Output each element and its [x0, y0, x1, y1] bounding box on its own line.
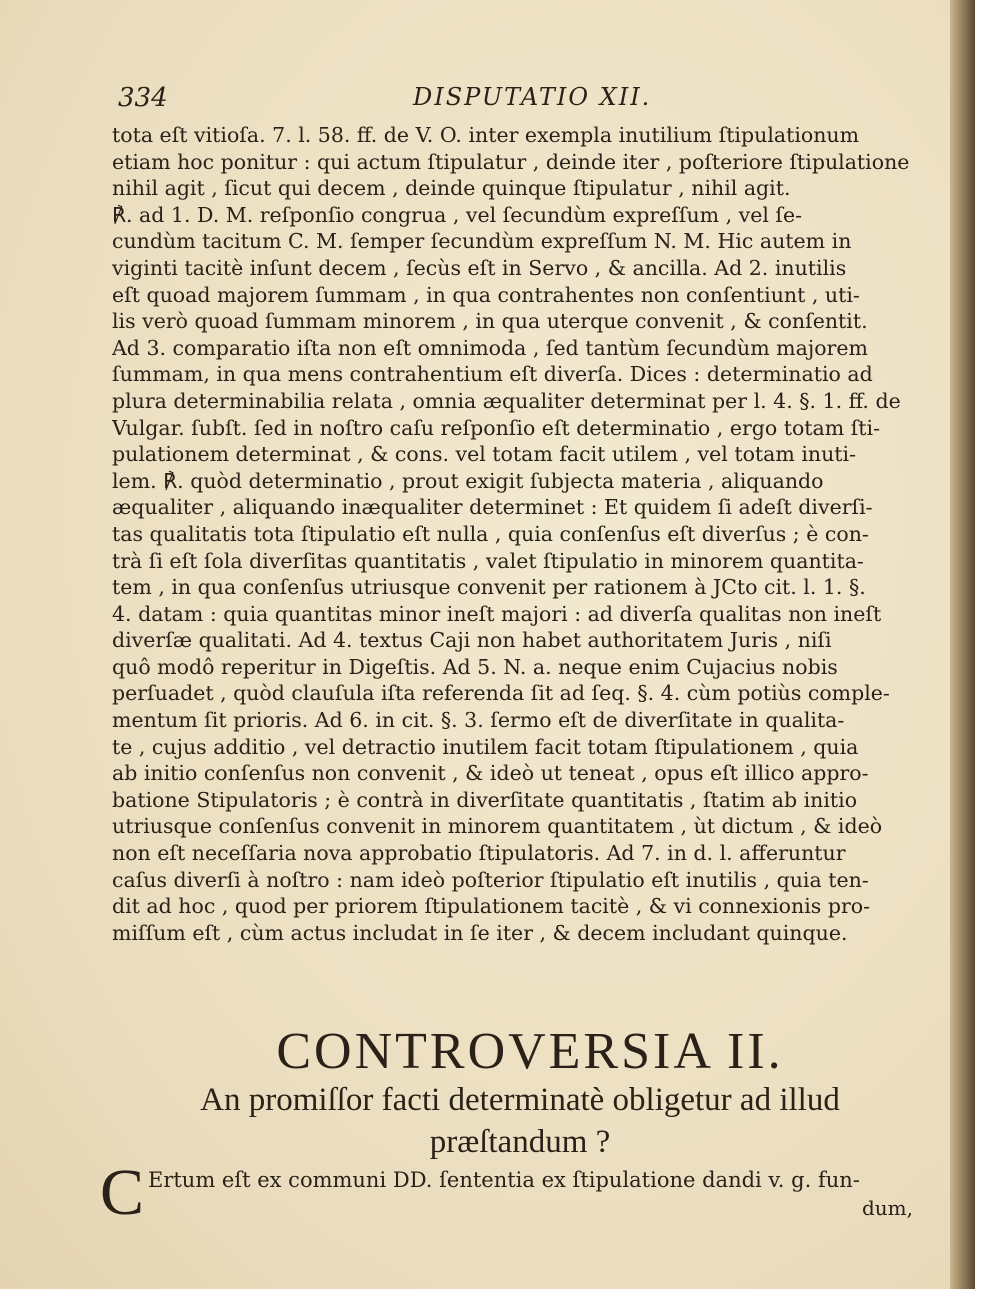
text-line: miſſum eſt , cùm actus includat in ſe iter , & decem includant quinque.: [112, 920, 848, 945]
text-line: pulationem determinat , & cons. vel totam facit utilem , vel totam inuti-: [112, 442, 857, 467]
text-line: diverſæ qualitati. Ad 4. textus Caji non habet authoritatem Juris , niſi: [112, 628, 832, 653]
text-line: caſus diverſi à noſtro : nam ideò poſterior ſtipulatio eſt inutilis , quia ten-: [112, 867, 869, 892]
text-line: 4. datam : quia quantitas minor ineſt majori : ad diverſa qualitas non ineſt: [112, 601, 882, 626]
text-line: dit ad hoc , quod per priorem ſtipulationem tacitè , & vi connexionis pro-: [112, 894, 871, 919]
text-line: trà ſi eſt ſola diverſitas quantitatis , valet ſtipulatio in minorem quantita-: [112, 548, 864, 573]
text-line: quô modô reperitur in Digeſtis. Ad 5. N. a. neque enim Cujacius nobis: [112, 654, 838, 679]
text-line: lis verò quoad ſummam minorem , in qua uterque convenit , & conſentit.: [112, 309, 868, 334]
text-line: æqualiter , aliquando inæqualiter determinet : Et quidem ſi adeſt diverſi-: [112, 495, 873, 520]
text-line: plura determinabilia relata , omnia æqualiter determinat per l. 4. §. 1. ff. de: [112, 388, 901, 413]
catchword: dum,: [862, 1196, 914, 1220]
running-title: DISPUTATIO XII.: [413, 83, 652, 111]
section-question-line-2: præſtandum ?: [429, 1124, 611, 1160]
text-line: tas qualitatis tota ſtipulatio eſt nulla , quia conſenſus eſt diverſus ; è con-: [112, 521, 869, 546]
text-line: te , cujus additio , vel detractio inutilem facit totam ſtipulationem , quia: [112, 734, 859, 759]
page-number: 334: [118, 83, 168, 113]
opening-line: Ertum eſt ex communi DD. ſententia ex ſtipulatione dandi v. g. fun-: [148, 1168, 860, 1192]
text-line: eſt quoad majorem ſummam , in qua contrahentes non conſentiunt , uti-: [112, 282, 860, 307]
text-line: nihil agit , ſicut qui decem , deinde quinque ſtipulatur , nihil agit.: [112, 176, 791, 201]
text-line: cundùm tacitum C. M. ſemper ſecundùm expreſſum N. M. Hic autem in: [112, 229, 852, 254]
text-line: Ad 3. comparatio iſta non eſt omnimoda , ſed tantùm ſecundùm majorem: [112, 335, 868, 360]
text-line: etiam hoc ponitur : qui actum ſtipulatur , deinde iter , poſteriore ſtipulatione: [112, 149, 910, 174]
text-line: utriusque conſenſus convenit in minorem quantitatem , ùt dictum , & ideò: [112, 814, 883, 839]
text-line: tota eſt vitioſa. 7. l. 58. ff. de V. O. inter exempla inutilium ſtipulationum: [112, 123, 860, 147]
text-line: perſuadet , quòd clauſula iſta referenda ſit ad ſeq. §. 4. cùm potiùs comple-: [112, 681, 890, 706]
text-line: mentum ſit prioris. Ad 6. in cit. §. 3. ſermo eſt de diverſitate in qualita-: [112, 708, 845, 733]
text-line: lem. ℟. quòd determinatio , prout exigit ſubjecta materia , aliquando: [112, 468, 824, 493]
text-line: ℟. ad 1. D. M. reſponſio congrua , vel ſecundùm expreſſum , vel ſe-: [112, 202, 803, 227]
page-header: [118, 83, 888, 117]
text-line: ſummam, in qua mens contrahentium eſt diverſa. Dices : determinatio ad: [112, 362, 873, 387]
section-question-line-1: An promiſſor facti determinatè obligetur ad illud: [200, 1082, 840, 1118]
text-line: batione Stipulatoris ; è contrà in diverſitate quantitatis , ſtatim ab initio: [112, 787, 858, 812]
text-line: ab initio conſenſus non convenit , & ideò ut teneat , opus eſt illico appro-: [112, 761, 869, 786]
text-line: Vulgar. ſubſt. ſed in noſtro caſu reſponſio eſt determinatio , ergo totam ſti-: [112, 415, 881, 440]
text-line: viginti tacitè inſunt decem , ſecùs eſt in Servo , & ancilla. Ad 2. inutilis: [112, 255, 847, 280]
text-line: non eſt neceſſaria nova approbatio ſtipulatoris. Ad 7. in d. l. afferuntur: [112, 841, 846, 866]
section-heading: CONTROVERSIA II.: [276, 1023, 784, 1080]
page-edge-shadow: [950, 0, 975, 1289]
drop-cap: C: [100, 1156, 145, 1229]
body-text: [112, 122, 912, 946]
text-line: tem , in qua conſenſus utriusque convenit per rationem à JCto cit. l. 1. §.: [112, 575, 866, 600]
